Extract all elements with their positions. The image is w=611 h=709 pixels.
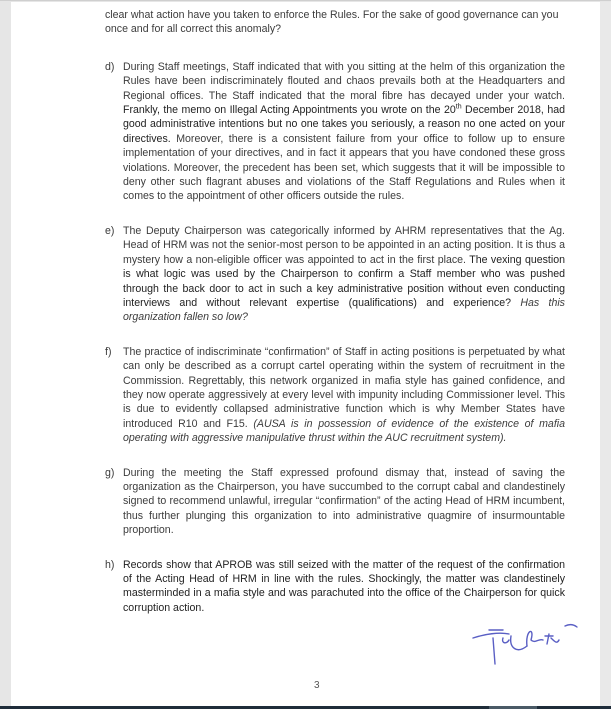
list-item-h [105,558,565,616]
superscript: th [455,103,462,111]
item-marker: f) [105,345,112,358]
handwritten-signature-icon [465,620,585,668]
item-text-emphasis: The vexing question is what logic was used by the Chairperson to confirm a Staff member who was pushed through the back door to act in such a key administrative position without even conducting interviews and without relevant expertise (qualifications) and experience? [123,253,565,309]
item-marker: d) [105,60,115,73]
item-text: Records show that APROB was still seized with the matter of the request of the confirmation of the Acting Head of HRM in line with the rules. Shockingly, the matter was clandestinely masterminded in a mafia style and was parachuted into the office of the Chairperson for quick corruption action. [123,558,565,614]
item-text-part: Frankly, the memo on Illegal Acting Appointments you wrote on the 20 [123,104,456,117]
item-marker: e) [105,224,115,237]
item-marker: h) [105,558,115,571]
item-text-italic: Has this organization fallen so low? [123,296,565,324]
list-item-g [105,466,565,538]
list-item-f [105,345,565,446]
list-item-e [105,224,565,325]
document-page [11,2,600,707]
item-text-part: The Deputy Chairperson was categorically informed by AHRM representatives that the Ag. Head of HRM was not the senior-most person to be appointed in an acting position. It is thus a mystery how a non-eligible officer was appointed to act in the first place. [123,224,565,266]
item-marker: g) [105,466,115,479]
item-text [123,345,565,446]
item-text-part: The practice of indiscriminate “confirmation” of Staff in acting positions is perpetuated by what can only be described as a corrupt cartel operating within the system of recruitment in the Commission. Regrettably, this network organized in mafia style has gained confidence, and they now operate aggressively at every level with impunity including Commissioner level. This is due to evidently collapsed administrative function which is why Member States have introduced R10 and F15. [123,345,565,430]
page-number: 3 [314,680,320,691]
lead-paragraph: clear what action have you taken to enforce the Rules. For the sake of good governance can you once and for all correct this anomaly? [105,9,559,36]
item-text-italic: (AUSA is in possession of evidence of the existence of mafia operating with aggressive manipulative thrust within the AUC recruitment system). [123,417,566,445]
list-item-d [105,60,565,204]
item-text [123,60,565,204]
item-text: During the meeting the Staff expressed profound dismay that, instead of saving the organization as the Chairperson, you have succumbed to the corrupt cabal and clandestinely signed to recommend unlawful, irregular “confirmation” of the acting Head of HRM incumbent, thus further plunging this organization to into administrative quagmire of insurmountable proportion. [123,466,565,537]
item-text-part: During Staff meetings, Staff indicated that with you sitting at the helm of this organization the Rules have been indiscriminately flouted and chaos prevails both at the Headquarters and Regional offices. The Staff indicated that the moral fibre has decayed under your watch. [123,60,565,102]
right-gutter [600,2,611,707]
item-text [123,224,565,325]
item-text-part: December 2018, had good administrative intentions but no one takes you seriously, a reason no one acted on your directives. [123,104,566,145]
item-text-part: Moreover, there is a consistent failure from your office to follow up to ensure implementation of your directives, and in fact it appears that you have condoned these gross violations. Moreover, the precedent has been set, which suggests that it will be impossible to deny other such flagrant abuses and violations of the Staff Regulations and Rules when it comes to the appointment of other officers outside the rules. [123,132,565,203]
page-content [105,2,565,615]
